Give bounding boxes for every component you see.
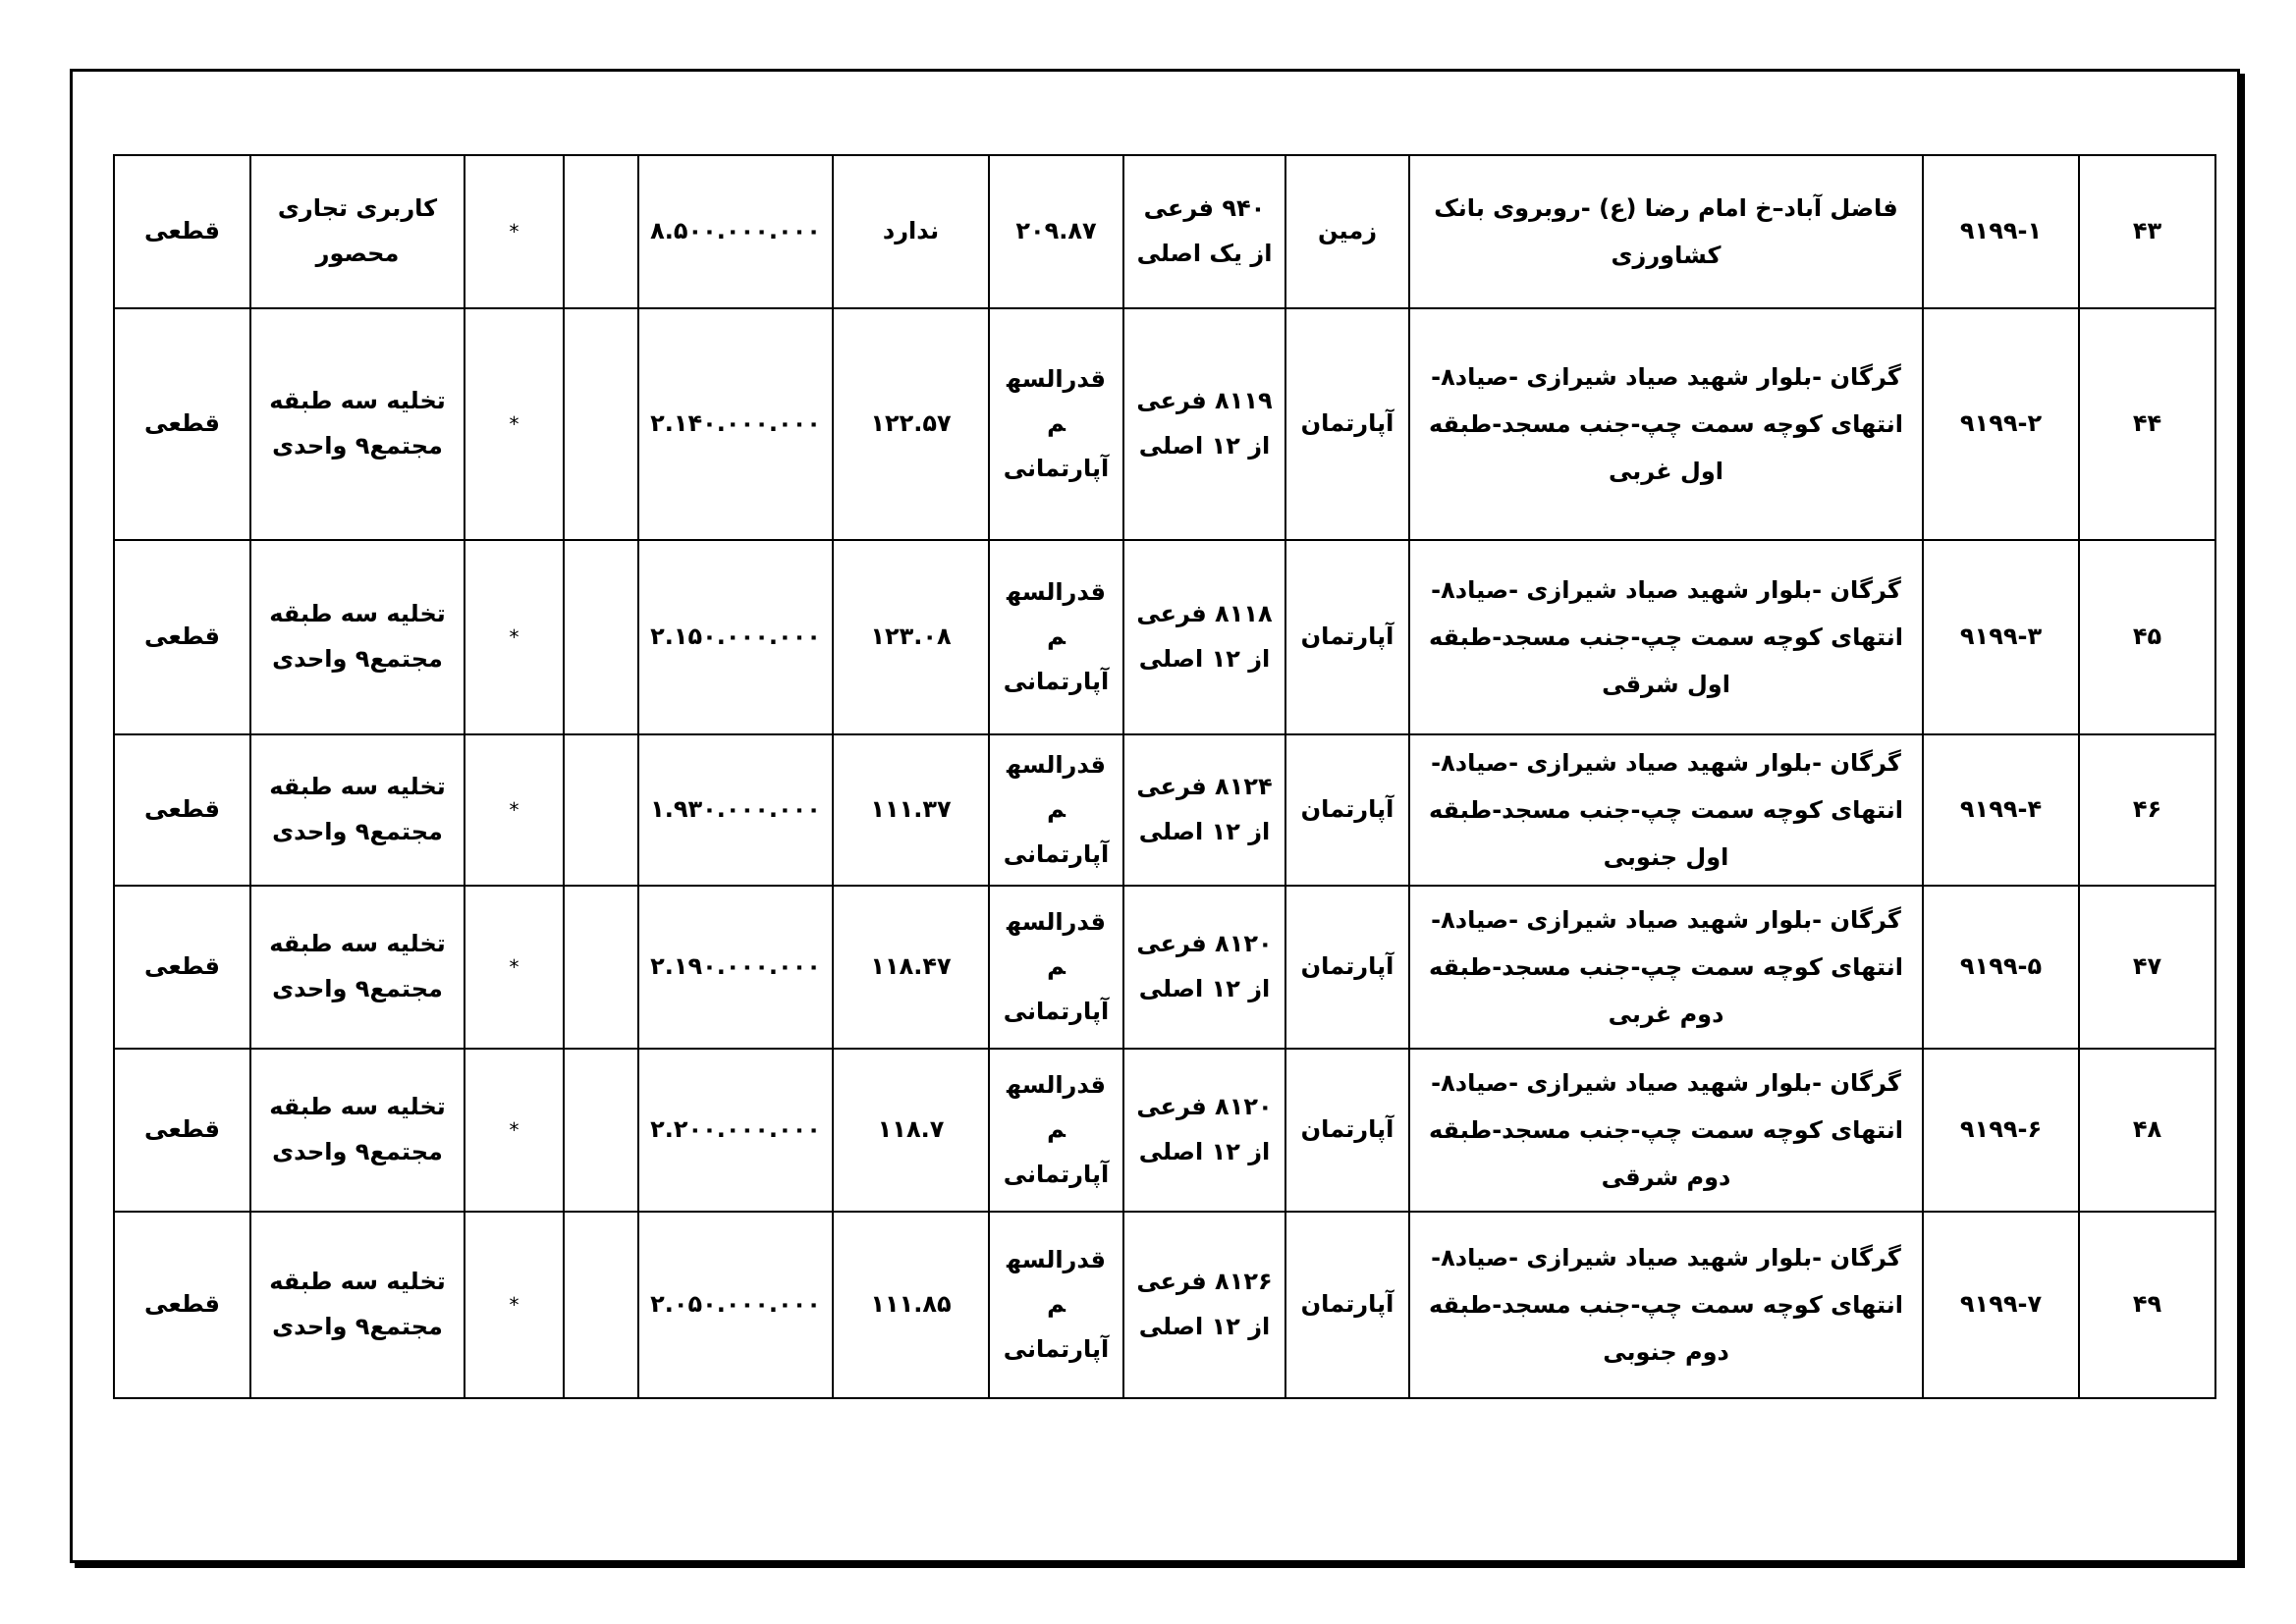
table-row xyxy=(114,308,2215,540)
description-cell: تخلیه سه طبقه مجتمع۹ واحدی xyxy=(250,734,465,886)
property-listing-table xyxy=(113,154,2216,1399)
row-number: ۴۶ xyxy=(2079,734,2215,886)
property-type: آپارتمان xyxy=(1285,308,1409,540)
address-cell: گرگان -بلوار شهید صیاد شیرازی -صیاد۸- انتهای کوچه سمت چپ-جنب مسجد-طبقه اول جنوبی xyxy=(1409,734,1923,886)
table-row xyxy=(114,1212,2215,1398)
status-cell: قطعی xyxy=(114,540,250,734)
empty-cell xyxy=(564,155,638,308)
asterisk-mark: * xyxy=(465,734,564,886)
row-number: ۴۴ xyxy=(2079,308,2215,540)
status-cell: قطعی xyxy=(114,886,250,1049)
asterisk-mark: * xyxy=(465,1212,564,1398)
description-cell: تخلیه سه طبقه مجتمع۹ واحدی xyxy=(250,1049,465,1212)
row-number: ۴۵ xyxy=(2079,540,2215,734)
file-code: ۹۱۹۹-۵ xyxy=(1923,886,2079,1049)
property-type: آپارتمان xyxy=(1285,540,1409,734)
price-cell: ۲.۱۹۰.۰۰۰.۰۰۰ xyxy=(638,886,833,1049)
status-cell: قطعی xyxy=(114,734,250,886)
share-cell: قدرالسهم آپارتمانی xyxy=(989,886,1123,1049)
table-row xyxy=(114,540,2215,734)
registration-plaque: ۸۱۱۹ فرعی از ۱۲ اصلی xyxy=(1123,308,1285,540)
area-cell: ۱۲۲.۵۷ xyxy=(833,308,989,540)
registration-plaque: ۸۱۲۴ فرعی از ۱۲ اصلی xyxy=(1123,734,1285,886)
registration-plaque: ۸۱۲۰ فرعی از ۱۲ اصلی xyxy=(1123,1049,1285,1212)
area-cell: ندارد xyxy=(833,155,989,308)
price-cell: ۲.۱۵۰.۰۰۰.۰۰۰ xyxy=(638,540,833,734)
empty-cell xyxy=(564,308,638,540)
empty-cell xyxy=(564,886,638,1049)
description-cell: تخلیه سه طبقه مجتمع۹ واحدی xyxy=(250,1212,465,1398)
property-type: آپارتمان xyxy=(1285,1212,1409,1398)
property-type: زمین xyxy=(1285,155,1409,308)
price-cell: ۲.۱۴۰.۰۰۰.۰۰۰ xyxy=(638,308,833,540)
area-cell: ۱۱۸.۷ xyxy=(833,1049,989,1212)
status-cell: قطعی xyxy=(114,155,250,308)
row-number: ۴۷ xyxy=(2079,886,2215,1049)
address-cell: گرگان -بلوار شهید صیاد شیرازی -صیاد۸- انتهای کوچه سمت چپ-جنب مسجد-طبقه دوم جنوبی xyxy=(1409,1212,1923,1398)
asterisk-mark: * xyxy=(465,155,564,308)
asterisk-mark: * xyxy=(465,886,564,1049)
empty-cell xyxy=(564,540,638,734)
file-code: ۹۱۹۹-۶ xyxy=(1923,1049,2079,1212)
table-row xyxy=(114,155,2215,308)
empty-cell xyxy=(564,734,638,886)
share-cell: قدرالسهم آپارتمانی xyxy=(989,1049,1123,1212)
address-cell: گرگان -بلوار شهید صیاد شیرازی -صیاد۸- انتهای کوچه سمت چپ-جنب مسجد-طبقه اول شرقی xyxy=(1409,540,1923,734)
price-cell: ۸.۵۰۰.۰۰۰.۰۰۰ xyxy=(638,155,833,308)
asterisk-mark: * xyxy=(465,1049,564,1212)
property-type: آپارتمان xyxy=(1285,1049,1409,1212)
row-number: ۴۹ xyxy=(2079,1212,2215,1398)
row-number: ۴۳ xyxy=(2079,155,2215,308)
table-row xyxy=(114,734,2215,886)
status-cell: قطعی xyxy=(114,1212,250,1398)
address-cell: فاضل آباد–خ امام رضا (ع) -روبروی بانک کشاورزی xyxy=(1409,155,1923,308)
description-cell: تخلیه سه طبقه مجتمع۹ واحدی xyxy=(250,308,465,540)
empty-cell xyxy=(564,1049,638,1212)
share-cell: قدرالسهم آپارتمانی xyxy=(989,540,1123,734)
status-cell: قطعی xyxy=(114,308,250,540)
registration-plaque: ۸۱۱۸ فرعی از ۱۲ اصلی xyxy=(1123,540,1285,734)
share-cell: ۲۰۹.۸۷ xyxy=(989,155,1123,308)
address-cell: گرگان -بلوار شهید صیاد شیرازی -صیاد۸- انتهای کوچه سمت چپ-جنب مسجد-طبقه دوم شرقی xyxy=(1409,1049,1923,1212)
description-cell: تخلیه سه طبقه مجتمع۹ واحدی xyxy=(250,540,465,734)
file-code: ۹۱۹۹-۲ xyxy=(1923,308,2079,540)
file-code: ۹۱۹۹-۷ xyxy=(1923,1212,2079,1398)
registration-plaque: ۸۱۲۶ فرعی از ۱۲ اصلی xyxy=(1123,1212,1285,1398)
price-cell: ۲.۰۵۰.۰۰۰.۰۰۰ xyxy=(638,1212,833,1398)
address-cell: گرگان -بلوار شهید صیاد شیرازی -صیاد۸- انتهای کوچه سمت چپ-جنب مسجد-طبقه اول غربی xyxy=(1409,308,1923,540)
file-code: ۹۱۹۹-۳ xyxy=(1923,540,2079,734)
share-cell: قدرالسهم آپارتمانی xyxy=(989,308,1123,540)
table-row xyxy=(114,886,2215,1049)
share-cell: قدرالسهم آپارتمانی xyxy=(989,1212,1123,1398)
area-cell: ۱۲۳.۰۸ xyxy=(833,540,989,734)
table-row xyxy=(114,1049,2215,1212)
share-cell: قدرالسهم آپارتمانی xyxy=(989,734,1123,886)
status-cell: قطعی xyxy=(114,1049,250,1212)
asterisk-mark: * xyxy=(465,540,564,734)
file-code: ۹۱۹۹-۴ xyxy=(1923,734,2079,886)
area-cell: ۱۱۱.۳۷ xyxy=(833,734,989,886)
registration-plaque: ۹۴۰ فرعی از یک اصلی xyxy=(1123,155,1285,308)
description-cell: کاربری تجاری محصور xyxy=(250,155,465,308)
registration-plaque: ۸۱۲۰ فرعی از ۱۲ اصلی xyxy=(1123,886,1285,1049)
property-type: آپارتمان xyxy=(1285,734,1409,886)
area-cell: ۱۱۸.۴۷ xyxy=(833,886,989,1049)
price-cell: ۱.۹۳۰.۰۰۰.۰۰۰ xyxy=(638,734,833,886)
description-cell: تخلیه سه طبقه مجتمع۹ واحدی xyxy=(250,886,465,1049)
area-cell: ۱۱۱.۸۵ xyxy=(833,1212,989,1398)
file-code: ۹۱۹۹-۱ xyxy=(1923,155,2079,308)
row-number: ۴۸ xyxy=(2079,1049,2215,1212)
address-cell: گرگان -بلوار شهید صیاد شیرازی -صیاد۸- انتهای کوچه سمت چپ-جنب مسجد-طبقه دوم غربی xyxy=(1409,886,1923,1049)
property-type: آپارتمان xyxy=(1285,886,1409,1049)
empty-cell xyxy=(564,1212,638,1398)
asterisk-mark: * xyxy=(465,308,564,540)
price-cell: ۲.۲۰۰.۰۰۰.۰۰۰ xyxy=(638,1049,833,1212)
